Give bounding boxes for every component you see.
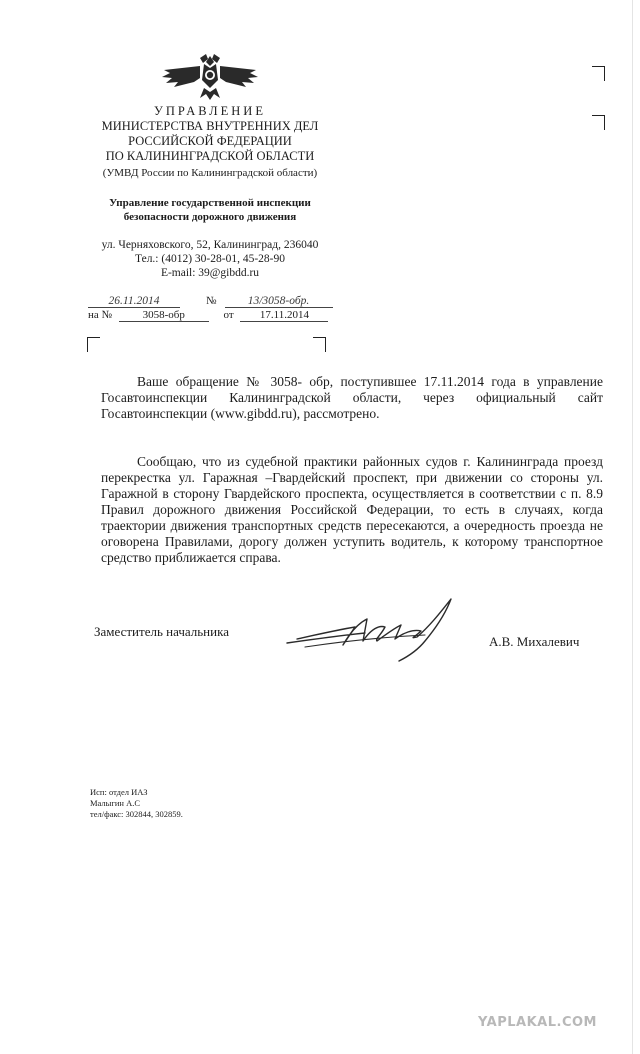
address-line: ул. Черняховского, 52, Калининград, 236040 <box>101 239 319 251</box>
department-line-2: безопасности дорожного движения <box>123 211 297 223</box>
outgoing-number: 13/3058-обр. <box>225 295 333 308</box>
signatory-name: А.В. Михалевич <box>489 634 580 649</box>
double-headed-eagle-emblem <box>160 50 260 102</box>
body-paragraph-2-text: Сообщаю, что из судебной практики районных судов г. Калининграда проезд перекрестка ул. Гаражная –Гвардейский проспект, при движении со стороны ул. Гаражной в сторону Гвардейского проспекта, осуществляется в соответствии с п. 8.9 Правил дорожного движения Российской Федерации, то есть в случаях, когда траектории движения транспортных средств пересекаются, а очередность проезда не оговорена Правилами, дорогу должен уступить водитель, к которому транспортное средство приближается справа. <box>101 454 603 565</box>
outgoing-reference <box>88 291 333 309</box>
reply-date: 17.11.2014 <box>240 309 328 322</box>
signatory-title: Заместитель начальника <box>94 624 229 639</box>
outgoing-date: 26.11.2014 <box>88 295 180 308</box>
executor-phone: тел/факс: 302844, 302859. <box>90 809 183 819</box>
address-corner-top-right <box>313 337 326 352</box>
header-line-2: МИНИСТЕРСТВА ВНУТРЕННИХ ДЕЛ <box>101 119 319 133</box>
header-line-5: (УМВД России по Калининградской области) <box>102 167 318 179</box>
reply-reference <box>88 309 328 322</box>
scan-edge <box>632 0 633 1054</box>
header-line-4: ПО КАЛИНИНГРАДСКОЙ ОБЛАСТИ <box>105 149 315 163</box>
body-paragraph-2 <box>101 454 603 566</box>
reply-label: на № <box>88 309 113 321</box>
handwritten-signature <box>285 595 460 670</box>
site-watermark: YAPLAKAL.COM <box>478 1015 597 1030</box>
executor-department: Исп: отдел ИАЗ <box>90 787 148 797</box>
phone-line: Тел.: (4012) 30-28-01, 45-28-90 <box>135 253 285 265</box>
department-line-1: Управление государственной инспекции <box>109 197 311 209</box>
header-line-1: УПРАВЛЕНИЕ <box>154 104 266 118</box>
executor-name: Малыгин А.С <box>90 798 140 808</box>
email-line: E-mail: 39@gibdd.ru <box>160 267 260 279</box>
address-corner-top-left <box>87 337 100 352</box>
right-corner-mark-1 <box>592 66 605 81</box>
body-paragraph-1-text: Ваше обращение № 3058- обр, поступившее 17.11.2014 года в управление Госавтоинспекции Калининградской области, через официальный сайт Госавтоинспекции (www.gibdd.ru), рассмотрено. <box>101 374 603 421</box>
number-label: № <box>206 295 217 307</box>
reply-from-label: от <box>223 309 234 321</box>
body-paragraph-1 <box>101 374 603 422</box>
right-corner-mark-2 <box>592 115 605 130</box>
header-line-3: РОССИЙСКОЙ ФЕДЕРАЦИИ <box>128 134 292 148</box>
reply-number: 3058-обр <box>119 309 209 322</box>
